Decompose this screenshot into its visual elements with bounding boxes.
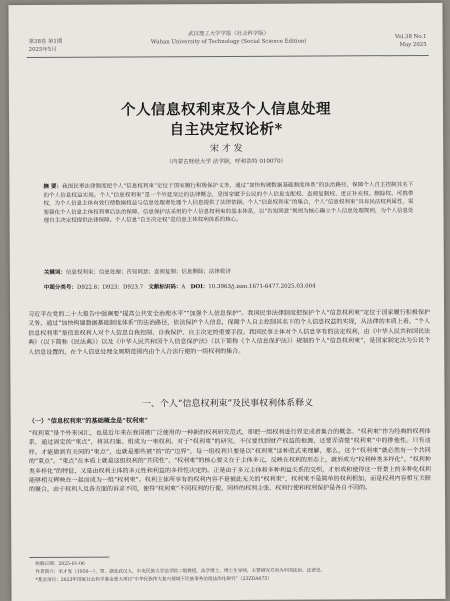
- clc-value: D922.8；D923；D923.7: [76, 284, 144, 291]
- header-issue-cn: 第38卷 第1期: [28, 38, 63, 46]
- header-vol-en: Vol.38 No.1: [394, 33, 427, 41]
- article-author: 宋 才 发: [209, 143, 243, 155]
- doi-label: DOI：: [190, 284, 209, 291]
- article-title-line-2: 自主决定权论析*: [169, 120, 283, 139]
- header-volume: [395, 33, 427, 49]
- abstract-text: 我国民事法律制度把个人“信息权利束”定位于国家履行积极保护义务，通过“加快构建数据基础制度体系”的法治路径，保障个人自主控制其名下的个人信息权益实现。个人“信息权利束”是一个外延宽泛的法律概念，是国家赋予公民的个人信息支配权、查阅复制权、更正补充权、删除权、可携带权，为个人信息主体有效行使数据权益与信息处理者处理个人信息提供了法律依据。个人“信息权利束”的集合，个人“信息权利束”具有民法权利属性，需要强化个人信息主体权利事后法治保障，信息保护法采用的个人信息权利束的基本体系，以“告知同意”规则为核心确立个人信息处理规则，为个人信息处理自主决定权提供法律保障。个人信息“自主决定权”是信息主体权利体系的核心。: [43, 182, 414, 225]
- header-month-en: May 2025: [399, 41, 427, 49]
- abstract-label: 摘 要：: [43, 183, 63, 190]
- keywords: [44, 267, 414, 278]
- header-journal-cn: 武汉理工大学学报（社会科学版）: [188, 30, 270, 38]
- journal-page: [8, 3, 445, 601]
- section-heading: 一、个人“信息权利束”及民事权利体系释义: [141, 398, 314, 410]
- footnotes: [35, 559, 425, 584]
- classification-line: [44, 282, 414, 293]
- footnote-divider: [29, 557, 109, 558]
- keywords-label: 关键词：: [43, 269, 66, 276]
- footnote-received-date: 收稿日期：2025-01-06: [35, 561, 85, 568]
- doc-code-value: A: [181, 284, 186, 291]
- doc-code-label: 文献标识码：: [148, 284, 182, 291]
- clc-label: 中图分类号：: [43, 284, 77, 291]
- header-issue-date: 2025年5月: [28, 46, 57, 54]
- header-divider: [27, 55, 429, 58]
- header-journal-en: Wuhan University of Technology (Social Science Edition): [150, 38, 307, 46]
- article-title-line-1: 个人信息权利束及个人信息处理: [120, 100, 332, 119]
- header-issue: [29, 38, 63, 54]
- abstract: [43, 181, 413, 226]
- section-paragraph: “权利束”是个外来词汇，也是近年来在我国被广泛使用的一种新的权利研究范式，即把一组权利进行界定或者集合的概念。“权利束”作为经典的权利体系，通过固定的“束点”，将其归集、组成为一束权利。对于“权利束”的研究，不仅要找到财产权益的根源，还要弄清楚“权利束”中的排他性。只有这样，才能做到有关同的“束点”，也就是那些被“的”的“边界”，每一组权利只要是以“权利束”这种范式来理解，那么，这个“权利束”就必然有一个共同的“束点”。“束点”在本质上就是这组权利的“共同性”，“权利束”的核心要义在于主体多元，反映在权利的形态上，就形成为“权利种类多样化”。“权利种类多样化”的特征，又是由权利主体的多元性和利益的多样性决定的。正是由于多元主体和多种利益关系的交织，才形成和使得这一背景上的多种化权利能够相互辉映在一起而成为一组“权利束”。权利主体所享有的权利内容不是被此无关的“权利束”，权利束不是简单的权利相加，而是权利内容相互关联的聚合，由于权利人及各方面的诉求不同，使得“权利束”不同权利的行使，同样的权利主张、权利行使和权利保护是各自不同的。: [28, 427, 431, 494]
- article-affiliation: （内蒙古财经大学 法学院，呼和浩特 010070）: [166, 158, 287, 166]
- subsection-heading: （一）“信息权利束”的基础概念是“权利束”: [28, 417, 149, 426]
- footnote-funding: *基金项目：2023年国家社会科学基金重大项目“中华民族伟大复兴视域下民族事务治理法治化研究”（23ZDA075）: [35, 576, 272, 583]
- doi-value: 10.3963/j.issn.1671-6477.2025.03.004: [208, 283, 316, 291]
- header-journal: [139, 30, 319, 47]
- footnote-author-bio: 作者简介：宋才发（1950—），男，湖北武汉人，中央民族大学法学院二级教授，法学博士，博士生导师，主要研究方向为中国法治、法律史。: [35, 568, 326, 575]
- intro-paragraph: 习近平在党的二十大报告中强调要“提高公共安全治理水平”“加强个人信息保护”。我国民事法律制度把保护个人“信息权利束”定位于国家履行积极保护义务，通过“加快构建数据基础制度体系”的法治路径，依法保护个人信息，保障个人自主控制其名下的个人信息权益的实现，从法律的本质上看，“个人信息权利束”是信息权利人对个人信息自我控制、自我保护、自主决定的重要手段。我国民事主体对个人信息享有的法定权利，由《中华人民共和国民法典》（以下简称《民法典》）以及《中华人民共和国个人信息保护法》（以下简称《个人信息保护法》）规制的个人“信息权利束”，是国家制定法为公民个人信息设置的，在个人信息处理全周期范围内由个人合法行使的一组权利的集合。: [28, 308, 431, 356]
- keywords-text: 信息权利束；信息处理；告知同意；查阅复制；信息删除；法律救济: [65, 268, 231, 276]
